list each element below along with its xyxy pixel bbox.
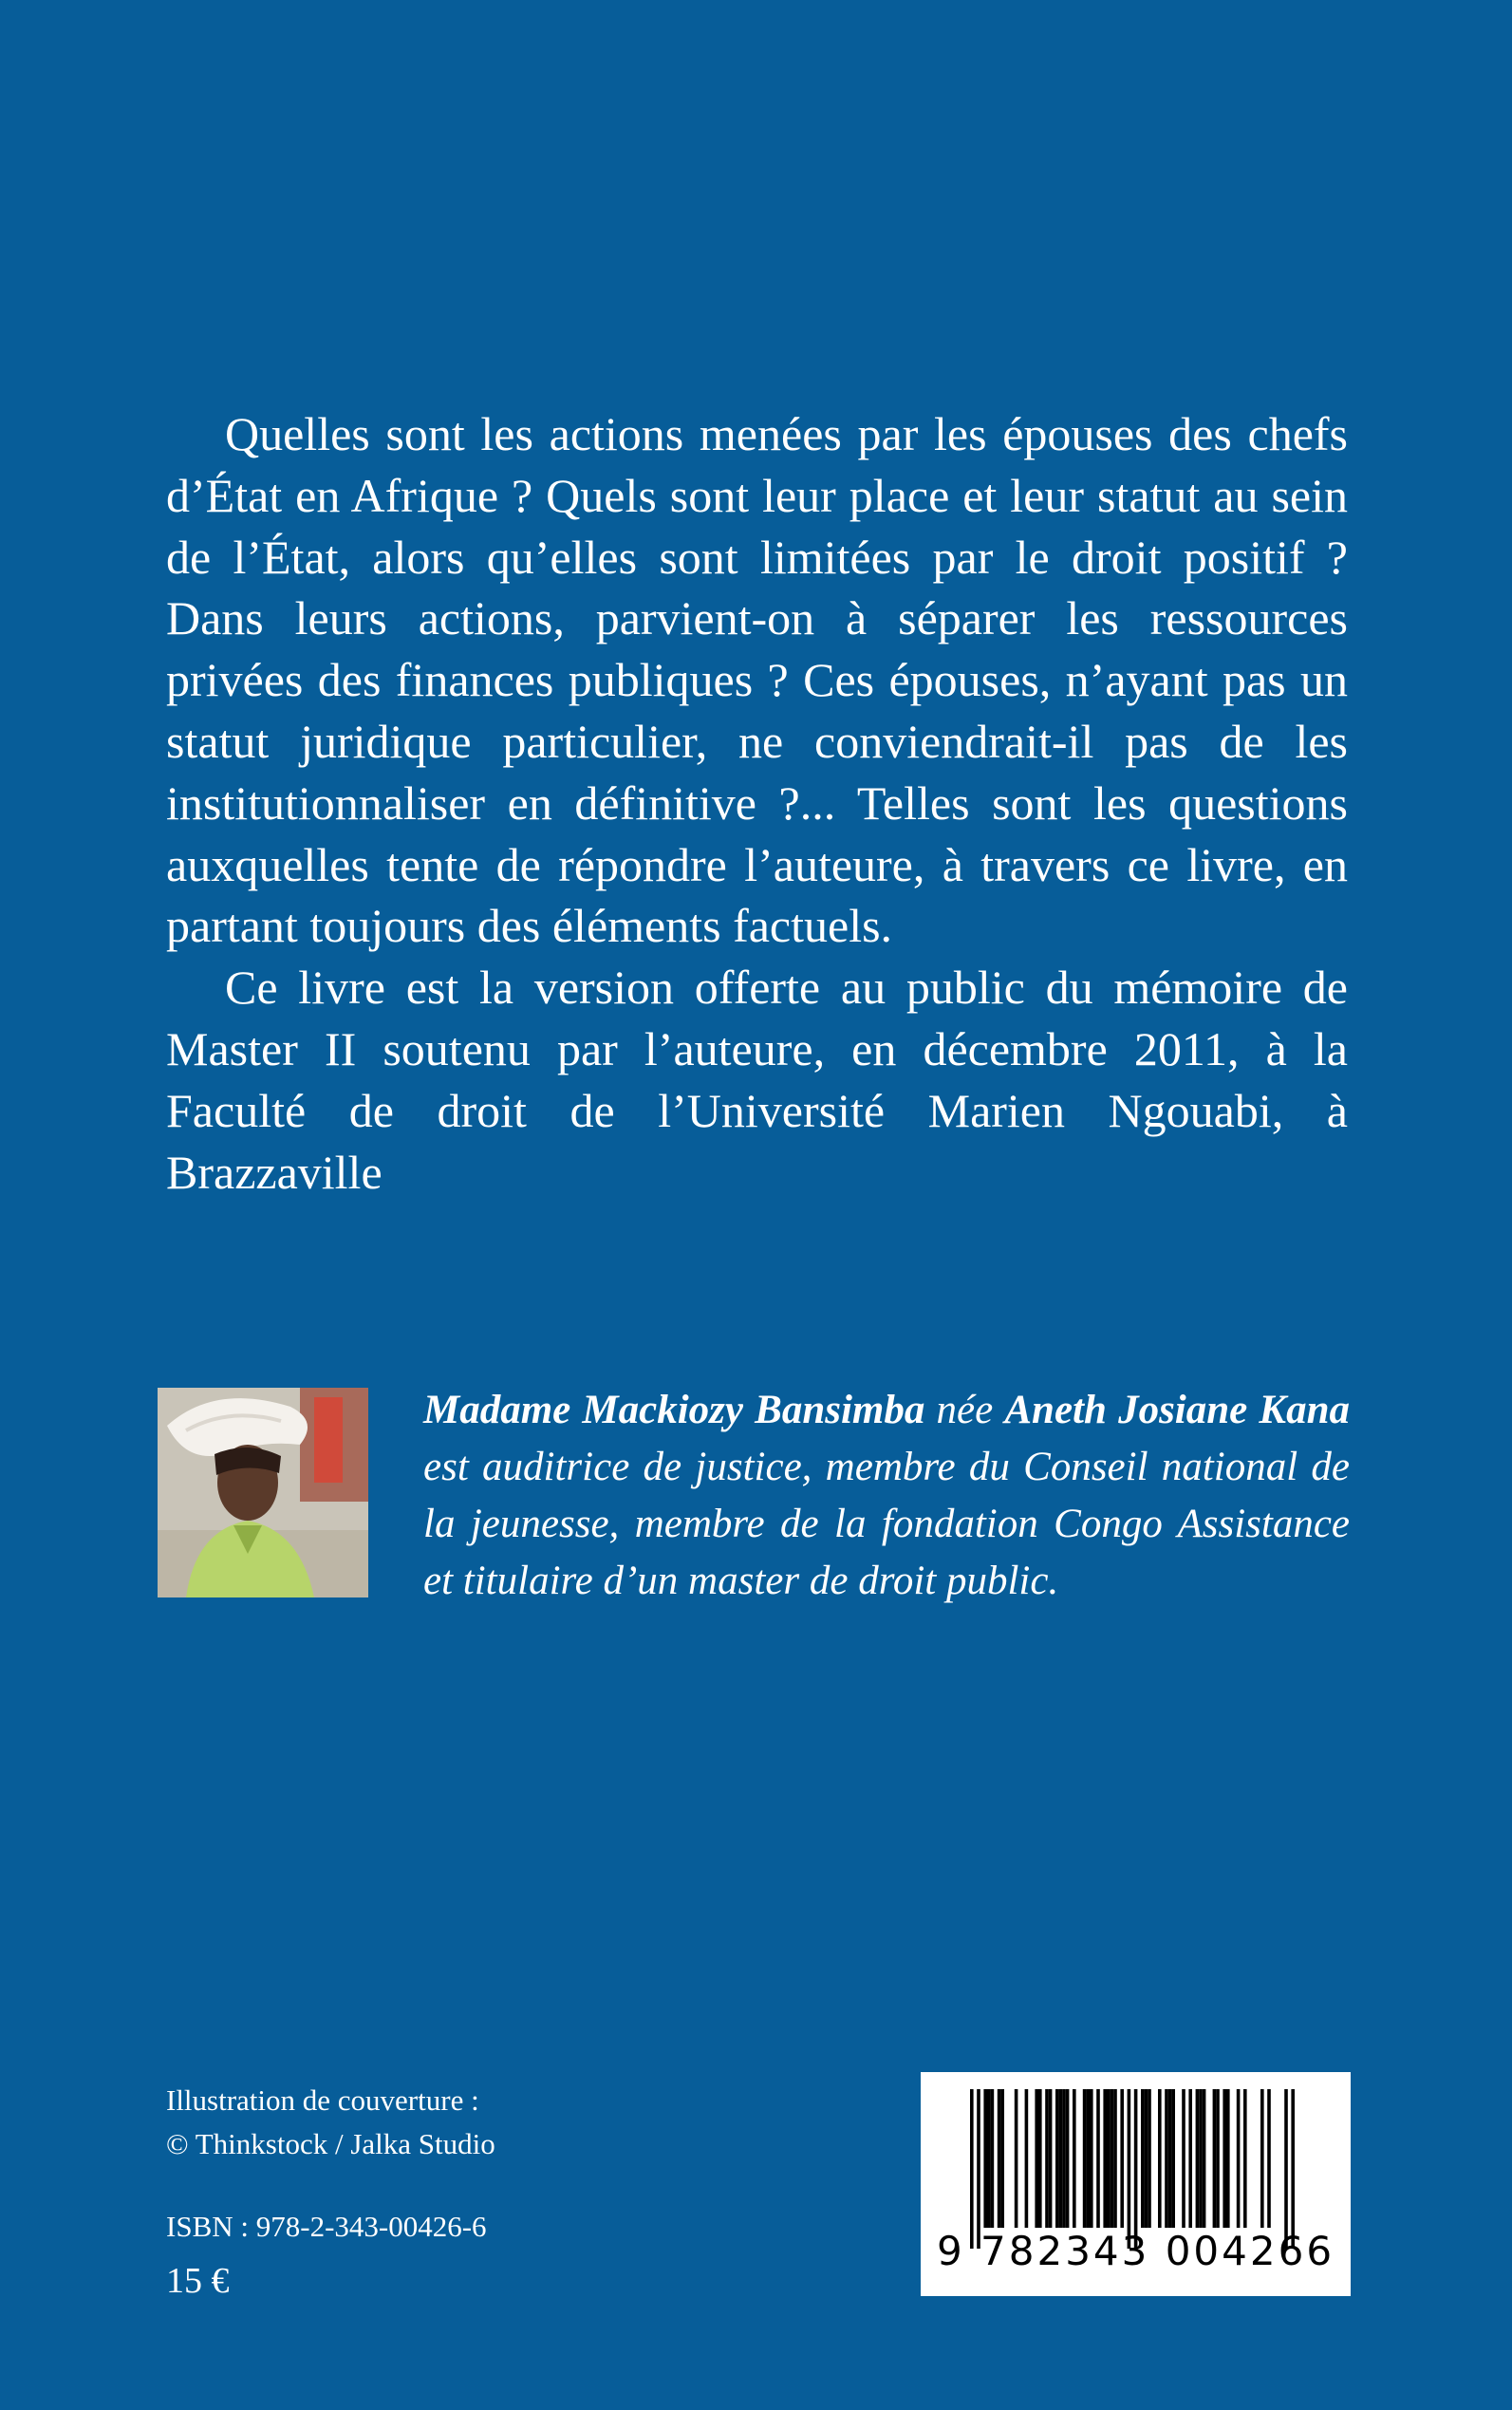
barcode-bar [1199, 2089, 1203, 2228]
barcode-bar [1038, 2089, 1042, 2228]
barcode-bar [983, 2089, 987, 2228]
author-photo [158, 1388, 368, 1597]
barcode-bar [1158, 2089, 1162, 2228]
author-description: est auditrice de justice, membre du Conseil national de la jeunesse, membre de la fondation Congo Assistance et titulaire d’un master de droit public. [423, 1445, 1350, 1603]
barcode-bar [1025, 2089, 1029, 2228]
barcode-bar [1035, 2089, 1038, 2228]
barcode-bar [1062, 2089, 1066, 2228]
barcode-bar [977, 2089, 980, 2249]
barcode-bar [1134, 2089, 1138, 2249]
barcode-bar [1216, 2089, 1220, 2228]
barcode-bar [1267, 2089, 1271, 2228]
barcode-bar [1168, 2089, 1172, 2228]
cover-credits [166, 2079, 495, 2166]
credits-line-2: © Thinkstock / Jalka Studio [166, 2127, 495, 2160]
barcode-bar [1015, 2089, 1018, 2228]
barcode-bar [998, 2089, 1001, 2228]
barcode-bar [1083, 2089, 1087, 2228]
barcode-bar [1096, 2089, 1100, 2228]
credits-line-1: Illustration de couverture : [166, 2083, 479, 2117]
barcode-bar [1073, 2089, 1076, 2228]
author-nee-label: née [924, 1388, 1005, 1432]
author-portrait-photo-icon [158, 1388, 368, 1597]
barcode-bar [1284, 2089, 1288, 2249]
barcode-bar [1243, 2089, 1247, 2228]
barcode-bar [1148, 2089, 1151, 2228]
blurb-text [166, 403, 1348, 1203]
barcode-bar [1086, 2089, 1090, 2228]
barcode-bar [1120, 2089, 1124, 2228]
barcode-bar [1196, 2089, 1200, 2228]
barcode-bar [1141, 2089, 1145, 2228]
barcode-bar [1165, 2089, 1168, 2228]
barcode-bar [1171, 2089, 1175, 2228]
barcode-bar [1188, 2089, 1192, 2228]
barcode-bar [1203, 2089, 1206, 2228]
isbn-text: ISBN : 978-2-343-00426-6 [166, 2210, 487, 2243]
barcode-bar [1055, 2089, 1059, 2228]
barcode-bar [1090, 2089, 1093, 2228]
barcode-bar [1000, 2089, 1004, 2228]
barcode-bar [1103, 2089, 1107, 2228]
barcode-bar [1059, 2089, 1063, 2228]
barcode-bar [1213, 2089, 1217, 2228]
barcode-digits: 9 782343 004266 [936, 2228, 1335, 2274]
barcode-bar [1145, 2089, 1148, 2228]
barcode-bar [987, 2089, 991, 2228]
barcode-bar [1045, 2089, 1049, 2228]
barcode-bar [1107, 2089, 1111, 2228]
barcode-bar [1223, 2089, 1226, 2228]
barcode-bar [970, 2089, 974, 2249]
author-birth-name: Aneth Josiane Kana [1004, 1388, 1351, 1432]
barcode-bar [1113, 2089, 1117, 2228]
barcode-bar [1049, 2089, 1053, 2228]
barcode-bar [991, 2089, 995, 2228]
barcode-bar [1226, 2089, 1230, 2228]
barcode-bar [1111, 2089, 1114, 2228]
barcode-bar [1182, 2089, 1185, 2228]
barcode-bar [1291, 2089, 1295, 2249]
price-text: 15 € [166, 2261, 230, 2301]
barcode-bar [1066, 2089, 1070, 2228]
barcode-bar [1128, 2089, 1131, 2249]
barcode-bar [1260, 2089, 1264, 2228]
author-married-name: Madame Mackiozy Bansimba [423, 1388, 925, 1432]
barcode-bar [1237, 2089, 1241, 2228]
author-bio [423, 1382, 1350, 1610]
blurb-paragraph-1: Quelles sont les actions menées par les épouses des chefs d’État en Afrique ? Quels sont leur place et leur statut au sein de l’État, alors qu’elles sont limitées par le droit positif ? Dans leurs actions, parvient-on à séparer les ressources privées des finances publiques ? Ces épouses, n’ayant pas un statut juridique particulier, ne conviendrait-il pas de les institutionnaliser en définitive ?... Telles sont les questions auxquelles tente de répondre l’auteure, à travers ce livre, en partant toujours des éléments factuels. [166, 407, 1348, 953]
barcode [921, 2072, 1351, 2296]
blurb-paragraph-2: Ce livre est la version offerte au public du mémoire de Master II soutenu par l’auteure, en décembre 2011, à la Faculté de droit de l’Université Marien Ngouabi, à Brazzaville [166, 961, 1348, 1199]
